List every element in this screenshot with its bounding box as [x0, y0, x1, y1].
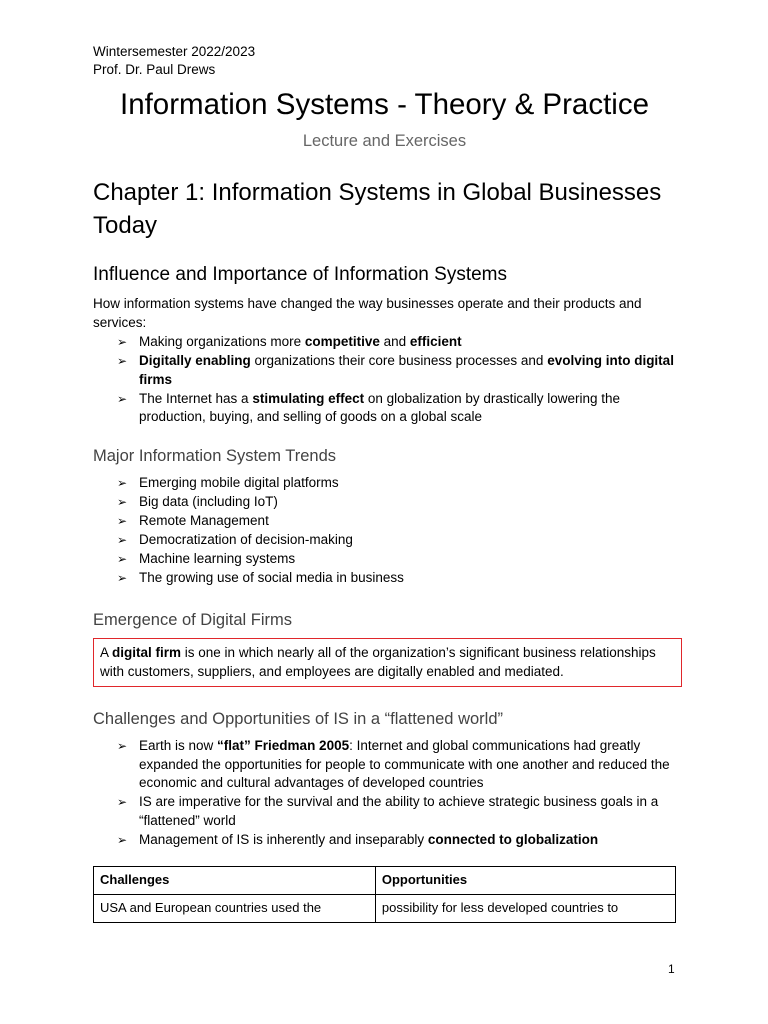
text-run: IS are imperative for the survival and the ability to achieve strategic business goals in a “flattened” world [139, 794, 659, 828]
bold-text: connected to globalization [427, 831, 599, 847]
text-run: Remote Management [139, 513, 269, 529]
text-run: Earth is now [139, 738, 218, 753]
arrow-bullet-icon: ➢ [117, 795, 128, 810]
influence-intro: How information systems have changed the way businesses operate and their products and services: [93, 296, 642, 330]
text-run: The growing use of social media in business [139, 570, 404, 586]
text-run: is one in which nearly all of the organization’s significant business relationships with customers, suppliers, and employees are digitally enabled and mediated. [100, 645, 656, 679]
table-header-challenges: Challenges [94, 867, 376, 895]
text-run: Making organizations more [139, 334, 305, 349]
list-item [117, 352, 676, 389]
list-item [117, 550, 676, 569]
influence-list [117, 333, 676, 427]
list-item [117, 512, 676, 531]
table-cell: possibility for less developed countries to [375, 895, 675, 923]
semester-label: Wintersemester 2022/2023 [93, 44, 256, 59]
list-item [117, 737, 676, 793]
chapter-heading: Chapter 1: Information Systems in Global Businesses Today [93, 179, 662, 239]
bold-text: stimulating effect [252, 390, 365, 406]
list-item [117, 831, 676, 850]
list-item [117, 333, 676, 352]
text-run: on globalization by drastically lowering the production, buying, and selling of goods on a global scale [139, 390, 620, 425]
table-header-row [94, 867, 676, 895]
arrow-bullet-icon: ➢ [117, 552, 128, 567]
document-header [93, 43, 255, 79]
text-run: The Internet has a [139, 390, 253, 406]
text-run: Machine learning systems [139, 551, 296, 567]
digital-firm-definition-box [93, 638, 682, 687]
text-run: Big data (including IoT) [139, 494, 278, 510]
trends-list [117, 474, 676, 589]
arrow-bullet-icon: ➢ [117, 514, 128, 529]
bold-text: competitive [304, 334, 380, 349]
arrow-bullet-icon: ➢ [117, 354, 128, 369]
bold-text: evolving into digital firms [139, 353, 674, 387]
arrow-bullet-icon: ➢ [117, 495, 128, 510]
text-run: Democratization of decision-making [139, 532, 353, 548]
text-run: A [100, 645, 113, 660]
section-heading-influence: Influence and Importance of Information Systems [93, 264, 507, 285]
list-item [117, 390, 676, 427]
document-title: Information Systems - Theory & Practice [120, 88, 649, 121]
list-item [117, 569, 676, 588]
section-heading-challenges: Challenges and Opportunities of IS in a “flattened world” [93, 710, 503, 728]
challenges-opportunities-table [93, 866, 676, 923]
arrow-bullet-icon: ➢ [117, 739, 128, 753]
section-heading-trends: Major Information System Trends [93, 447, 337, 465]
text-run: organizations their core business processes and [250, 353, 548, 369]
arrow-bullet-icon: ➢ [117, 571, 128, 586]
table-row [94, 895, 676, 923]
arrow-bullet-icon: ➢ [117, 832, 128, 847]
bold-text: Digitally enabling [139, 353, 251, 369]
bold-text: digital firm [112, 645, 182, 660]
arrow-bullet-icon: ➢ [117, 476, 128, 490]
list-item [117, 493, 676, 512]
table-cell: USA and European countries used the [94, 895, 376, 923]
bold-text: efficient [409, 334, 462, 349]
list-item [117, 474, 676, 493]
section-heading-digital-firms: Emergence of Digital Firms [93, 611, 292, 629]
text-run: Emerging mobile digital platforms [139, 475, 339, 490]
table-header-opportunities: Opportunities [375, 867, 675, 895]
text-run: : Internet and global communications had greatly expanded the opportunities for people to communicate with one another and reduced the economic and cultural advantages of developed countries [139, 738, 670, 790]
professor-label: Prof. Dr. Paul Drews [93, 62, 216, 77]
arrow-bullet-icon: ➢ [117, 335, 128, 349]
arrow-bullet-icon: ➢ [117, 533, 128, 548]
list-item [117, 793, 676, 830]
arrow-bullet-icon: ➢ [117, 391, 128, 406]
text-run: Management of IS is inherently and inseparably [139, 831, 428, 847]
list-item [117, 531, 676, 550]
document-subtitle: Lecture and Exercises [302, 132, 467, 150]
challenges-list [117, 737, 676, 850]
text-run: and [379, 334, 410, 349]
bold-text: “flat” Friedman 2005 [217, 738, 350, 753]
page-number: 1 [668, 962, 675, 976]
